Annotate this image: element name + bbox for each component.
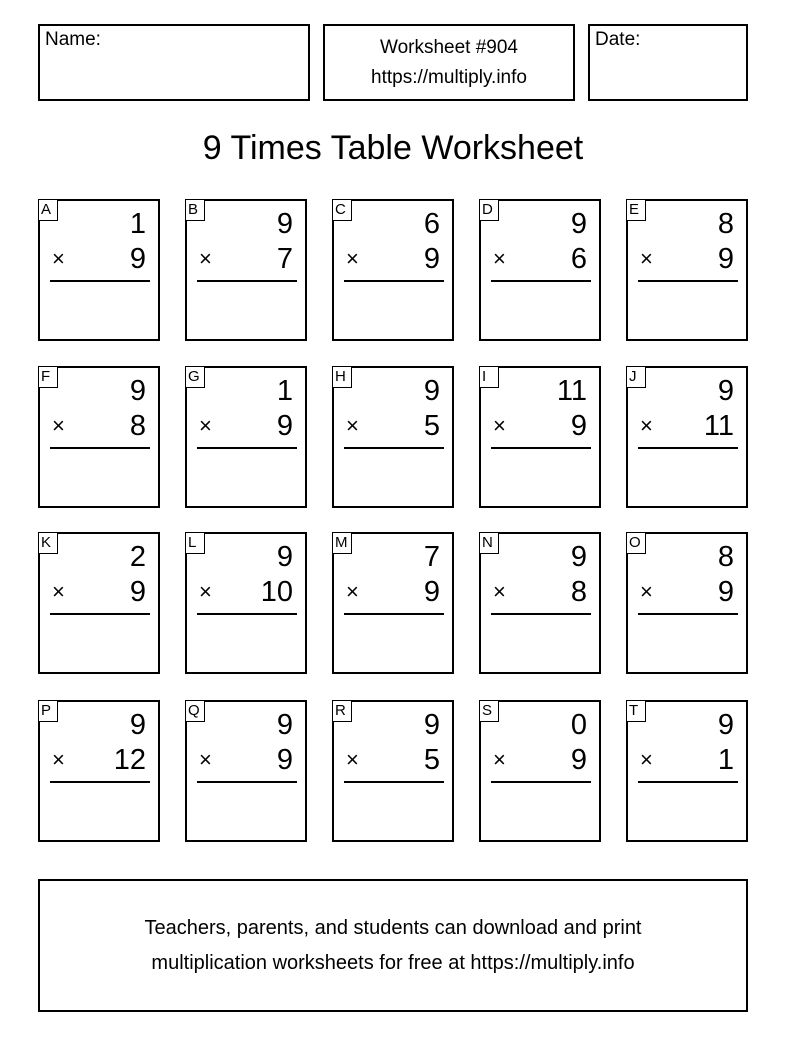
problem-card [332,199,454,341]
problem-card [185,700,307,842]
multiply-sign: × [199,579,212,604]
problem-letter: H [332,366,352,388]
problem-card [479,532,601,674]
problem-letter: D [479,199,499,221]
multiply-sign: × [493,747,506,772]
multiply-sign: × [52,747,65,772]
problem-bottom-number: 5 [423,410,440,442]
problem-bottom-number: 1 [717,744,734,776]
problem-letter: K [38,532,58,554]
problem-letter: L [185,532,205,554]
problem-letter: F [38,366,58,388]
multiply-sign: × [346,747,359,772]
problem-bottom-number: 9 [276,744,293,776]
answer-line [491,613,591,615]
multiply-sign: × [199,246,212,271]
name-label: Name: [45,29,101,50]
problem-bottom-number: 6 [570,243,587,275]
multiply-sign: × [346,413,359,438]
answer-line [50,613,150,615]
problem-bottom-number: 9 [129,243,146,275]
problem-top-number: 8 [717,541,734,573]
multiply-sign: × [640,747,653,772]
problem-letter: E [626,199,646,221]
problem-bottom-number: 5 [423,744,440,776]
problem-card [479,199,601,341]
problem-letter: B [185,199,205,221]
problem-bottom-number: 9 [570,410,587,442]
multiply-sign: × [493,413,506,438]
problem-card [38,366,160,508]
problem-top-number: 2 [129,541,146,573]
page-title: 9 Times Table Worksheet [202,129,584,167]
problem-card [332,700,454,842]
problem-card [185,199,307,341]
problem-letter: C [332,199,352,221]
problem-letter: R [332,700,352,722]
problem-top-number: 9 [423,375,440,407]
multiply-sign: × [52,413,65,438]
answer-line [491,447,591,449]
problem-card [626,532,748,674]
problem-card [479,366,601,508]
problem-top-number: 9 [276,709,293,741]
problem-bottom-number: 12 [113,744,146,776]
multiply-sign: × [346,579,359,604]
answer-line [50,781,150,783]
multiply-sign: × [640,579,653,604]
problem-top-number: 9 [129,709,146,741]
answer-line [638,280,738,282]
answer-line [50,447,150,449]
problem-bottom-number: 9 [276,410,293,442]
footer-text-line-2: multiplication worksheets for free at https://multiply.info [151,952,635,974]
multiply-sign: × [493,579,506,604]
problem-letter: A [38,199,58,221]
multiply-sign: × [52,246,65,271]
problem-top-number: 9 [276,541,293,573]
problem-card [479,700,601,842]
problem-top-number: 0 [570,709,587,741]
answer-line [197,447,297,449]
problem-card [626,700,748,842]
problem-top-number: 9 [423,709,440,741]
problem-bottom-number: 8 [570,576,587,608]
problem-letter: N [479,532,499,554]
worksheet-info-box [323,24,575,101]
problem-top-number: 9 [570,208,587,240]
problem-top-number: 1 [276,375,293,407]
problem-bottom-number: 11 [703,410,734,442]
multiply-sign: × [199,413,212,438]
multiply-sign: × [52,579,65,604]
problem-bottom-number: 10 [260,576,293,608]
answer-line [197,781,297,783]
multiply-sign: × [640,246,653,271]
problem-card [185,366,307,508]
problem-top-number: 7 [423,541,440,573]
problem-card [332,366,454,508]
problem-letter: M [332,532,352,554]
problem-top-number: 8 [717,208,734,240]
problem-letter: J [626,366,646,388]
problem-card [626,366,748,508]
problem-letter: Q [185,700,205,722]
problem-bottom-number: 9 [570,744,587,776]
worksheet-id: Worksheet #904 [379,37,518,58]
multiply-sign: × [493,246,506,271]
problem-top-number: 9 [276,208,293,240]
problem-letter: P [38,700,58,722]
date-label: Date: [595,29,641,50]
answer-line [491,781,591,783]
answer-line [50,280,150,282]
worksheet-url: https://multiply.info [371,67,527,88]
answer-line [344,280,444,282]
problem-top-number: 9 [570,541,587,573]
answer-line [638,447,738,449]
problem-card [626,199,748,341]
problem-top-number: 1 [129,208,146,240]
problem-letter: I [479,366,499,388]
problem-top-number: 9 [717,375,734,407]
footer-box [38,879,748,1012]
problem-card [38,532,160,674]
problem-bottom-number: 7 [276,243,293,275]
problem-letter: O [626,532,646,554]
answer-line [638,613,738,615]
problem-card [38,700,160,842]
problem-card [332,532,454,674]
problem-card [185,532,307,674]
multiply-sign: × [640,413,653,438]
answer-line [491,280,591,282]
problem-top-number: 6 [423,208,440,240]
problem-top-number: 9 [717,709,734,741]
problem-bottom-number: 9 [717,576,734,608]
problem-top-number: 11 [556,375,587,407]
footer-text-line-1: Teachers, parents, and students can download and print [144,917,642,939]
answer-line [638,781,738,783]
problem-letter: S [479,700,499,722]
problem-bottom-number: 9 [717,243,734,275]
multiply-sign: × [346,246,359,271]
problem-bottom-number: 9 [129,576,146,608]
problem-bottom-number: 9 [423,243,440,275]
answer-line [344,613,444,615]
answer-line [197,613,297,615]
answer-line [344,781,444,783]
answer-line [344,447,444,449]
problem-letter: G [185,366,205,388]
answer-line [197,280,297,282]
problem-card [38,199,160,341]
name-field[interactable] [38,24,310,101]
problem-letter: T [626,700,646,722]
problem-bottom-number: 8 [129,410,146,442]
problem-top-number: 9 [129,375,146,407]
date-field[interactable] [588,24,748,101]
multiply-sign: × [199,747,212,772]
problem-bottom-number: 9 [423,576,440,608]
